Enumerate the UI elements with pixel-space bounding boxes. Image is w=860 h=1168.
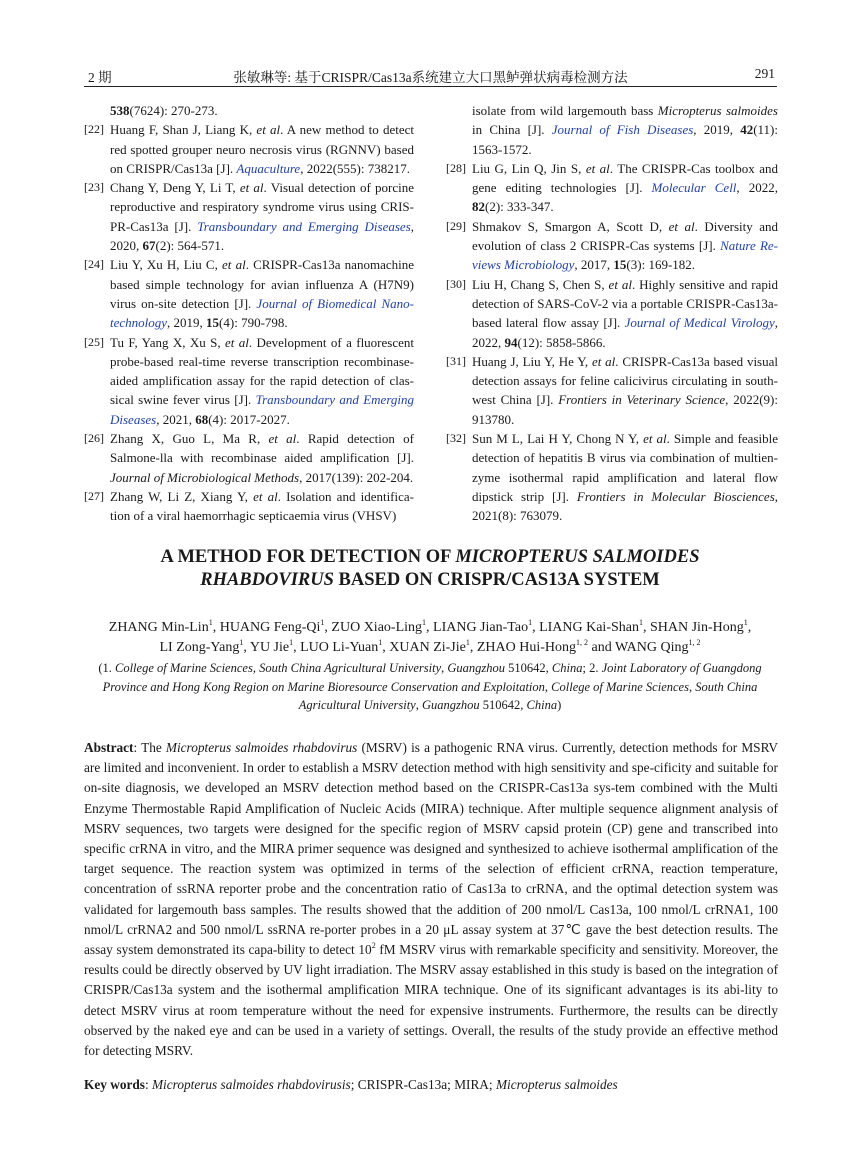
author-name: XUAN Zi-Jie: [389, 640, 466, 655]
author-name: YU Jie: [249, 640, 290, 655]
running-header: [84, 64, 777, 87]
journal-name: Frontiers in Molecular Biosciences: [576, 488, 775, 504]
author-name: WANG Qing: [615, 640, 689, 655]
journal-name: Frontiers in Veterinary Science: [558, 392, 726, 408]
reference-number: [22]: [84, 122, 104, 137]
author-name: ZHAO Hui-Hong: [476, 640, 577, 655]
author-name: LI Zong-Yang: [159, 640, 240, 655]
reference-item: [22] Huang F, Shan J, Liang K, et al. A new method to detect red spotted grouper neuro necrosis virus (RGNNV) based on CRISPR/Cas13a [J]. Aquaculture, 2022(555): 738217.: [84, 122, 414, 176]
journal-name: Journal of Microbiological Methods: [110, 469, 300, 485]
author-name: LIANG Jian-Tao: [433, 620, 529, 635]
journal-link[interactable]: Nature Re-views Microbiology: [472, 238, 778, 273]
page-number: 291: [754, 66, 775, 81]
journal-link[interactable]: Journal of Biomedical Nano-technology: [110, 295, 414, 331]
reference-item: [24] Liu Y, Xu H, Liu C, et al. CRISPR-Cas13a nanomachine based simple technology for avian influenza A (H7N9) virus on-site detection [J]. Journal of Biomedical Nano-technology, 2019, 15(4): 790-798.: [84, 257, 414, 331]
reference-number: [27]: [84, 488, 104, 503]
reference-number: [31]: [446, 353, 466, 368]
author-name: LUO Li-Yuan: [300, 640, 379, 655]
journal-link[interactable]: Transboundary and Emerging Diseases: [110, 392, 415, 427]
keywords: Key words: Micropterus salmoides rhabdovirusis; CRISPR-Cas13a; MIRA; Micropterus salmoides: [84, 1077, 618, 1092]
reference-item: [26] Zhang X, Guo L, Ma R, et al. Rapid detection of Salmone-lla with recombinase aided amplification [J]. Journal of Microbiological Methods, 2017(139): 202-204.: [84, 431, 414, 485]
journal-link[interactable]: Journal of Medical Virology: [624, 315, 775, 331]
reference-item: [29] Shmakov S, Smargon A, Scott D, et al. Diversity and evolution of class 2 CRISPR-Cas systems [J]. Nature Re-views Microbiology, 2017, 15(3): 169-182.: [446, 218, 778, 273]
references-left-column: [84, 101, 414, 526]
reference-item: [28] Liu G, Lin Q, Jin S, et al. The CRISPR-Cas toolbox and gene editing technologies [J]. Molecular Cell, 2022, 82(2): 333-347.: [446, 160, 778, 215]
author-name: LIANG Kai-Shan: [539, 620, 639, 635]
issue-number: 2 期: [88, 70, 112, 85]
reference-number: [26]: [84, 431, 104, 446]
reference-item: isolate from wild largemouth bass Micropterus salmoides in China [J]. Journal of Fish Diseases, 2019, 42(11): 1563-1572.: [472, 103, 778, 157]
reference-number: [23]: [84, 180, 104, 195]
reference-number: [24]: [84, 257, 104, 272]
reference-number: [25]: [84, 334, 104, 349]
journal-link[interactable]: Molecular Cell: [651, 180, 737, 196]
author-name: ZUO Xiao-Ling: [331, 620, 423, 635]
journal-link[interactable]: Journal of Fish Diseases: [551, 122, 694, 138]
author-name: SHAN Jin-Hong: [649, 620, 744, 635]
reference-item: [32] Sun M L, Lai H Y, Chong N Y, et al. Simple and feasible detection of hepatitis B virus via combination of multien-zyme isothermal rapid amplification and lateral flow dipstick strip [J]. Frontiers in Molecular Biosciences, 2021(8): 763079.: [446, 431, 779, 524]
author-name: ZHANG Min-Lin: [108, 620, 209, 635]
journal-link[interactable]: Aquaculture: [236, 160, 301, 176]
reference-number: [30]: [446, 276, 466, 291]
affiliations: (1. College of Marine Sciences, South China Agricultural University, Guangzhou 510642, China; 2. Joint Laboratory of Guangdong Province and Hong Kong Region on Marine Bioresource Conservation and Exploitation, College of Marine Sciences, South China Agricultural University, Guangzhou 510642, China): [98, 661, 762, 712]
abstract: Abstract: The Micropterus salmoides rhabdovirus (MSRV) is a pathogenic RNA virus. Currently, detection methods for MSRV are limited and inconvenient. In order to establish a MSRV detection method with high sensitivity and spe-cificity and suitable for on-site diagnosis, we developed an MSRV detection method based on the CRISPR-Cas13a sys-tem combined with the Multi Enzyme Thermostable Rapid Amplification of Nucleic Acids (MIRA) technique. After multiple sequence alignment analysis of MSRV sequences, two targets were designed for the specific region of MSRV capsid protein (CP) gene and transcribed into specific crRNA in vitro, and the MIRA primer sequence was designed and synthesized to achieve isothermal amplification of the target sequence. The reaction system was optimized in terms of the selection of efficient crRNA, reaction temperature, concentration of ssRNA reporter probe and the concentration ratio of Cas13a to crRNA, and the optimal detection system was validated for largemouth bass samples. The results showed that the addition of 200 nmol/L Cas13a, 100 nmol/L crRNA1, 100 nmol/L crRNA2 and 500 nmol/L ssRNA re-porter probes in a 20 μL assay system at 37℃ gave the best detection results. The assay system demonstrated its capa-bility to detect $10^2$ fM MSRV virus with remarkable specificity and sensitivity. Moreover, the results could be directly observed by UV light irradiation. The MSRV assay established in this study is based on the integration of CRISPR/Cas13a system and the isothermal amplification MIRA technique. One of its significant advantages is its abi-lity to detect MSRV virus at room temperature without the need for expensive instruments. Furthermore, the results can be directly observed by the naked eye and can be used in a variety of settings. Overall, the results of the study provide an effective method for detecting MSRV.: [84, 740, 778, 1059]
references-right-column: [446, 101, 778, 526]
reference-item: [30] Liu H, Chang S, Chen S, et al. Highly sensitive and rapid detection of SARS-CoV-2 via a portable CRISPR-Cas13a-based lateral flow assay [J]. Journal of Medical Virology, 2022, 94(12): 5858-5866.: [446, 276, 778, 350]
reference-item: [25] Tu F, Yang X, Xu S, et al. Development of a fluorescent probe-based real-time reverse transcription recombinase-aided amplification assay for the rapid detection of clas-sical swine fever virus [J]. Transboundary and Emerging Diseases, 2021, 68(4): 2017-2027.: [84, 334, 415, 427]
journal-link[interactable]: Transboundary and Emerging Diseases: [197, 218, 411, 234]
reference-item: [31] Huang J, Liu Y, He Y, et al. CRISPR-Cas13a based visual detection assays for feline calicivirus circulating in south-west China [J]. Frontiers in Veterinary Science, 2022(9): 913780.: [446, 353, 778, 427]
running-title: 张敏琳等: 基于CRISPR/Cas13a系统建立大口黑鲈弹状病毒检测方法: [233, 70, 628, 85]
english-title: A METHOD FOR DETECTION OF MICROPTERUS SALMOIDES RHABDOVIRUS BASED ON CRISPR/CAS13A SYSTEM: [160, 547, 700, 590]
abstract-label: Abstract: [84, 740, 134, 755]
reference-number: [28]: [446, 160, 466, 175]
reference-item: [23] Chang Y, Deng Y, Li T, et al. Visual detection of porcine reproductive and respiratory syndrome virus using CRIS-PR-Cas13a [J]. Transboundary and Emerging Diseases, 2020, 67(2): 564-571.: [84, 180, 415, 254]
reference-item: [27] Zhang W, Li Z, Xiang Y, et al. Isolation and identifica-tion of a viral haemorrhagic septicaemia virus (VHSV): [84, 488, 414, 524]
reference-number: [29]: [446, 218, 466, 233]
reference-number: [32]: [446, 431, 466, 446]
author-name: HUANG Feng-Qi: [219, 620, 321, 635]
reference-item: 538(7624): 270-273.: [110, 103, 218, 118]
author-list: ZHANG Min-Lin$^1$, HUANG Feng-Qi$^1$, ZUO Xiao-Ling$^1$, LIANG Jian-Tao$^1$, LIANG Kai-Shan$^1$, SHAN Jin-Hong$^1$, LI Zong-Yang$^1$, YU Jie$^1$, LUO Li-Yuan$^1$, XUAN Zi-Jie$^1$, ZHAO Hui-Hong$^{1, 2}$ and WANG Qing$^{1, 2}$: [108, 618, 752, 655]
keywords-label: Key words: [84, 1077, 145, 1092]
